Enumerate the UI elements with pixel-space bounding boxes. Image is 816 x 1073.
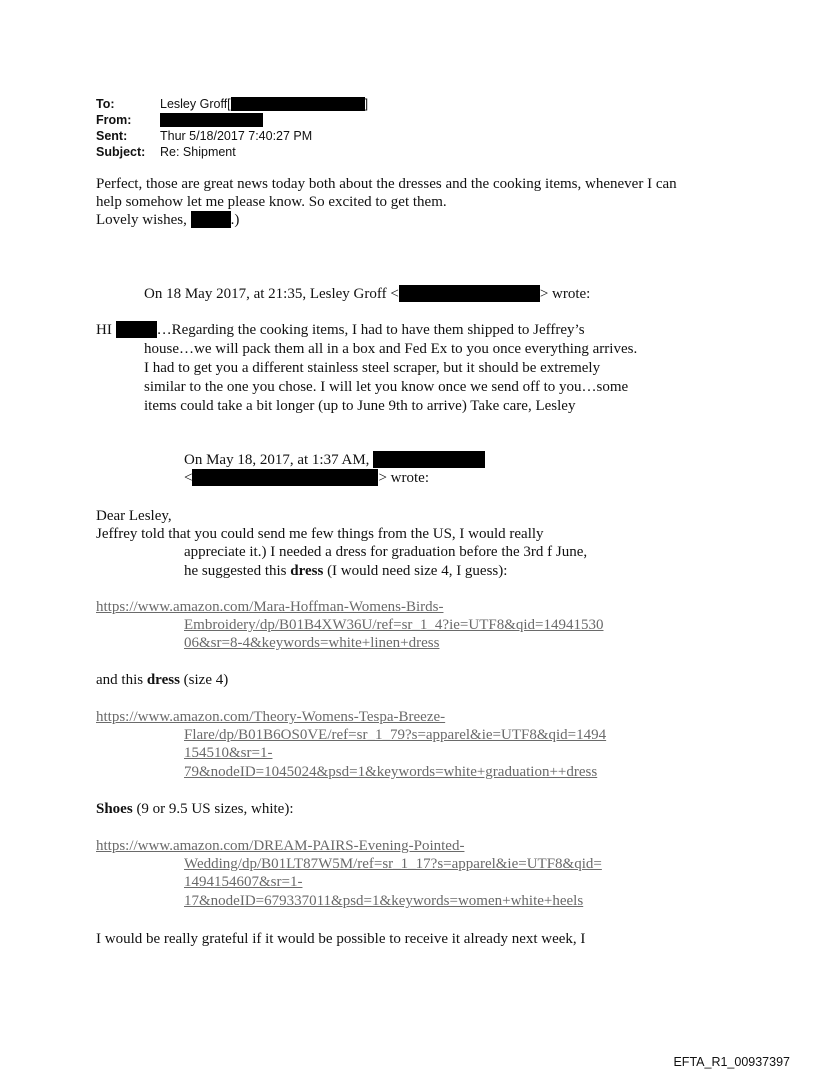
signoff-text: Lovely wishes,	[96, 212, 191, 228]
dress2-link-line-2[interactable]: Flare/dp/B01B6OS0VE/ref=sr_1_79?s=apparel&ie=UTF8&qid=1494	[184, 727, 607, 743]
quote1-line-3: I had to get you a different stainless steel scraper, but it should be extremely	[144, 360, 601, 376]
to-value	[160, 96, 368, 112]
redaction-block	[116, 321, 157, 338]
subject-value: Re: Shipment	[160, 145, 236, 159]
subject-label: Subject:	[96, 145, 146, 159]
quote2-line-3-c: (I would need size 4, I guess):	[323, 563, 508, 579]
sent-label: Sent:	[96, 129, 128, 143]
shoes-link-line-3[interactable]: 1494154607&sr=1-	[184, 874, 303, 890]
redaction-block	[373, 451, 485, 468]
redaction-block	[399, 285, 540, 302]
quote2-intro-bracket: <	[184, 470, 193, 486]
quote1-intro	[144, 285, 590, 303]
shoes-bold: Shoes	[96, 801, 133, 817]
quote1-intro-text: On 18 May 2017, at 21:35, Lesley Groff <	[144, 286, 399, 302]
shoes-line	[96, 800, 294, 818]
quote2-greeting: Dear Lesley,	[96, 508, 172, 524]
dress2-link-line-1[interactable]: https://www.amazon.com/Theory-Womens-Tespa-Breeze-	[96, 709, 446, 725]
dress1-link-line-3[interactable]: 06&sr=8-4&keywords=white+linen+dress	[184, 635, 440, 651]
quote1-line-1	[96, 321, 585, 339]
closing-line: I would be really grateful if it would be possible to receive it already next week, I	[96, 931, 586, 947]
dress1-link-line-1[interactable]: https://www.amazon.com/Mara-Hoffman-Womens-Birds-	[96, 599, 444, 615]
quote1-line-4: similar to the one you chose. I will let you know once we send off to you…some	[144, 379, 629, 395]
document-id: EFTA_R1_00937397	[673, 1055, 790, 1069]
redaction-block	[231, 97, 365, 111]
quote2-intro-wrote: > wrote:	[378, 470, 429, 486]
shoes-text: (9 or 9.5 US sizes, white):	[132, 801, 294, 817]
dress2-link-line-3[interactable]: 154510&sr=1-	[184, 745, 273, 761]
shoes-link-line-1[interactable]: https://www.amazon.com/DREAM-PAIRS-Evening-Pointed-	[96, 838, 465, 854]
from-label: From:	[96, 113, 132, 127]
quote1-line-5: items could take a bit longer (up to June 9th to arrive) Take care, Lesley	[144, 398, 576, 414]
quote2-intro-line-1	[184, 451, 485, 469]
quote1-hi: HI	[96, 322, 116, 338]
shoes-link-line-2[interactable]: Wedding/dp/B01LT87W5M/ref=sr_1_17?s=apparel&ie=UTF8&qid=	[184, 856, 602, 872]
quote2-line-3	[184, 562, 507, 580]
to-label: To:	[96, 97, 115, 111]
quote1-intro-wrote: > wrote:	[539, 286, 591, 302]
redaction-block	[191, 211, 231, 228]
quote1-line-1-text: …Regarding the cooking items, I had to have them shipped to Jeffrey’s	[156, 322, 585, 338]
dress-bold: dress	[290, 563, 324, 579]
reply-line-1: Perfect, those are great news today both about the dresses and the cooking items, whenever I can	[96, 176, 677, 192]
reply-line-2: help somehow let me please know. So excited to get them.	[96, 194, 447, 210]
redaction-block	[160, 113, 263, 127]
email-header	[0, 0, 816, 160]
dress2-bold: dress	[146, 672, 180, 688]
shoes-link-line-4[interactable]: 17&nodeID=679337011&psd=1&keywords=women+white+heels	[184, 893, 584, 909]
dress1-link-line-2[interactable]: Embroidery/dp/B01B4XW36U/ref=sr_1_4?ie=UTF8&qid=14941530	[184, 617, 604, 633]
dress2-text-c: (size 4)	[179, 672, 229, 688]
to-name: Lesley Groff[	[160, 97, 231, 111]
reply-line-3	[96, 211, 239, 229]
quote1-line-2: house…we will pack them all in a box and Fed Ex to you once everything arrives.	[144, 341, 638, 357]
redaction-block	[192, 469, 378, 486]
to-bracket: ]	[364, 97, 369, 111]
dress2-text-a: and this	[96, 672, 147, 688]
dress2-link-line-4[interactable]: 79&nodeID=1045024&psd=1&keywords=white+graduation++dress	[184, 764, 598, 780]
quote2-intro-line-2	[184, 469, 429, 487]
quote2-line-3-a: he suggested this	[184, 563, 291, 579]
dress2-line	[96, 671, 228, 689]
sent-value: Thur 5/18/2017 7:40:27 PM	[160, 129, 313, 143]
quote2-line-2: appreciate it.) I needed a dress for graduation before the 3rd f June,	[184, 544, 588, 560]
from-value	[160, 112, 263, 128]
quote2-intro-text: On May 18, 2017, at 1:37 AM,	[184, 452, 374, 468]
signoff-smiley: .)	[230, 212, 240, 228]
quote2-line-1: Jeffrey told that you could send me few things from the US, I would really	[96, 526, 544, 542]
